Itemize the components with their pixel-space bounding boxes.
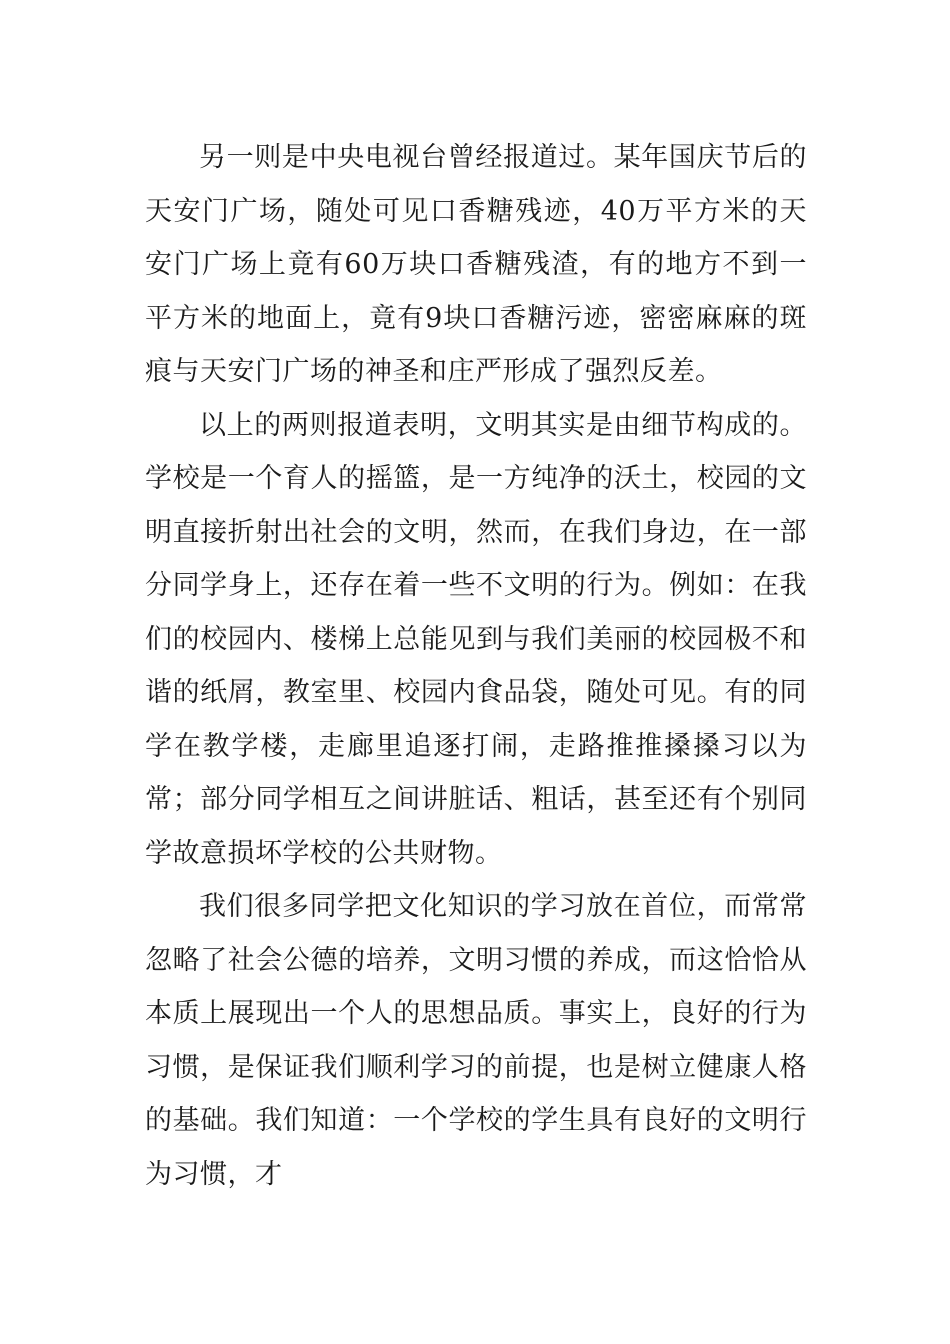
paragraph-gum-report: 另一则是中央电视台曾经报道过。某年国庆节后的天安门广场，随处可见口香糖残迹，40万平方米的天安门广场上竟有60万块口香糖残渣，有的地方不到一平方米的地面上，竟有9块口香糖污迹，密密麻麻的斑痕与天安门广场的神圣和庄严形成了强烈反差。 bbox=[145, 142, 807, 387]
document-body bbox=[145, 131, 807, 1201]
paragraph-civility-details: 以上的两则报道表明，文明其实是由细节构成的。学校是一个育人的摇篮，是一方纯净的沃土，校园的文明直接折射出社会的文明，然而，在我们身边，在一部分同学身上，还存在着一些不文明的行为。例如：在我们的校园内、楼梯上总能见到与我们美丽的校园极不和谐的纸屑，教室里、校园内食品袋，随处可见。有的同学在教学楼，走廊里追逐打闹，走路推推搡搡习以为常；部分同学相互之间讲脏话、粗话，甚至还有个别同学故意损坏学校的公共财物。 bbox=[145, 409, 807, 869]
paragraph-good-habits: 我们很多同学把文化知识的学习放在首位，而常常忽略了社会公德的培养，文明习惯的养成，而这恰恰从本质上展现出一个人的思想品质。事实上，良好的行为习惯，是保证我们顺利学习的前提，也是树立健康人格的基础。我们知道：一个学校的学生具有良好的文明行为习惯，才 bbox=[145, 891, 807, 1190]
